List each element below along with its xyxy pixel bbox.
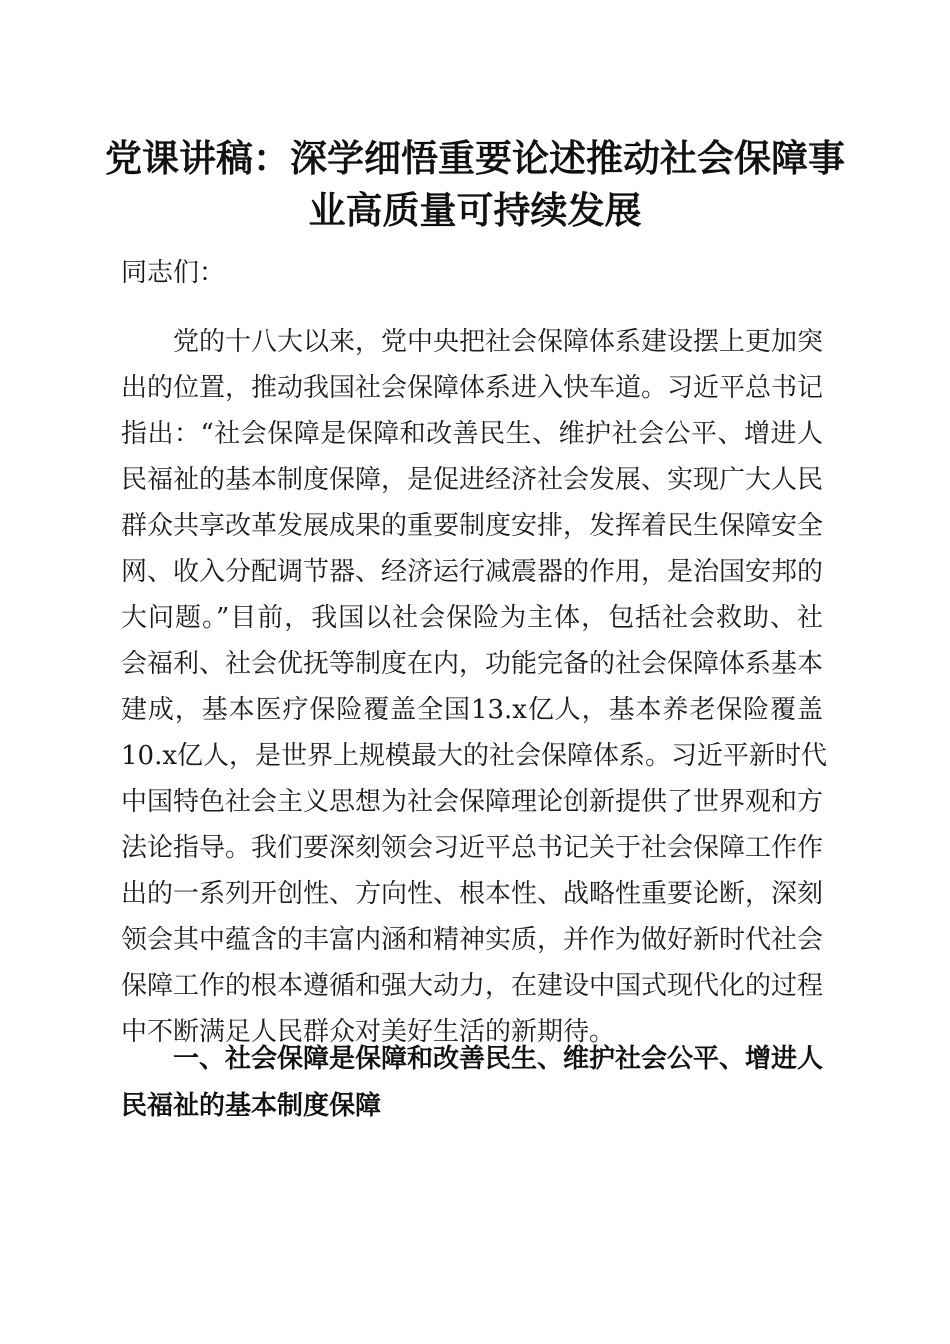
document-title	[100, 132, 850, 236]
salutation: 同志们：	[121, 258, 226, 288]
paragraph-line: 指出：“社会保障是保障和改善民生、维护社会公平、增进人	[121, 419, 823, 449]
paragraph-line: 10.x亿人，是世界上规模最大的社会保障体系。习近平新时代	[121, 741, 828, 771]
paragraph-line: 出的位置，推动我国社会保障体系进入快车道。习近平总书记	[121, 373, 824, 403]
paragraph-line: 中不断满足人民群众对美好生活的新期待。	[121, 1017, 616, 1047]
paragraph-line: 大问题。”目前，我国以社会保险为主体，包括社会救助、社	[121, 603, 823, 633]
heading-line: 民福祉的基本制度保障	[121, 1091, 382, 1121]
paragraph-line: 法论指导。我们要深刻领会习近平总书记关于社会保障工作作	[121, 833, 824, 863]
paragraph-line: 保障工作的根本遵循和强大动力，在建设中国式现代化的过程	[121, 971, 824, 1001]
title-line-2: 业高质量可持续发展	[308, 188, 642, 232]
paragraph-line: 会福利、社会优抚等制度在内，功能完备的社会保障体系基本	[121, 649, 824, 679]
paragraph-line: 出的一系列开创性、方向性、根本性、战略性重要论断，深刻	[121, 879, 824, 909]
heading-line: 一、社会保障是保障和改善民生、维护社会公平、增进人	[173, 1044, 824, 1074]
paragraph-line: 党的十八大以来，党中央把社会保障体系建设摆上更加突	[173, 327, 824, 357]
paragraph-line: 建成，基本医疗保险覆盖全国13.x亿人，基本养老保险覆盖	[121, 695, 823, 725]
body-paragraph	[121, 319, 828, 1055]
paragraph-line: 民福祉的基本制度保障，是促进经济社会发展、实现广大人民	[121, 465, 824, 495]
paragraph-line: 中国特色社会主义思想为社会保障理论创新提供了世界观和方	[121, 787, 824, 817]
paragraph-line: 群众共享改革发展成果的重要制度安排，发挥着民生保障安全	[121, 511, 824, 541]
paragraph-line: 网、收入分配调节器、经济运行减震器的作用，是治国安邦的	[121, 557, 824, 587]
paragraph-line: 领会其中蕴含的丰富内涵和精神实质，并作为做好新时代社会	[121, 925, 824, 955]
title-line-1: 党课讲稿：深学细悟重要论述推动社会保障事	[105, 136, 845, 180]
section-heading-1	[121, 1036, 823, 1130]
